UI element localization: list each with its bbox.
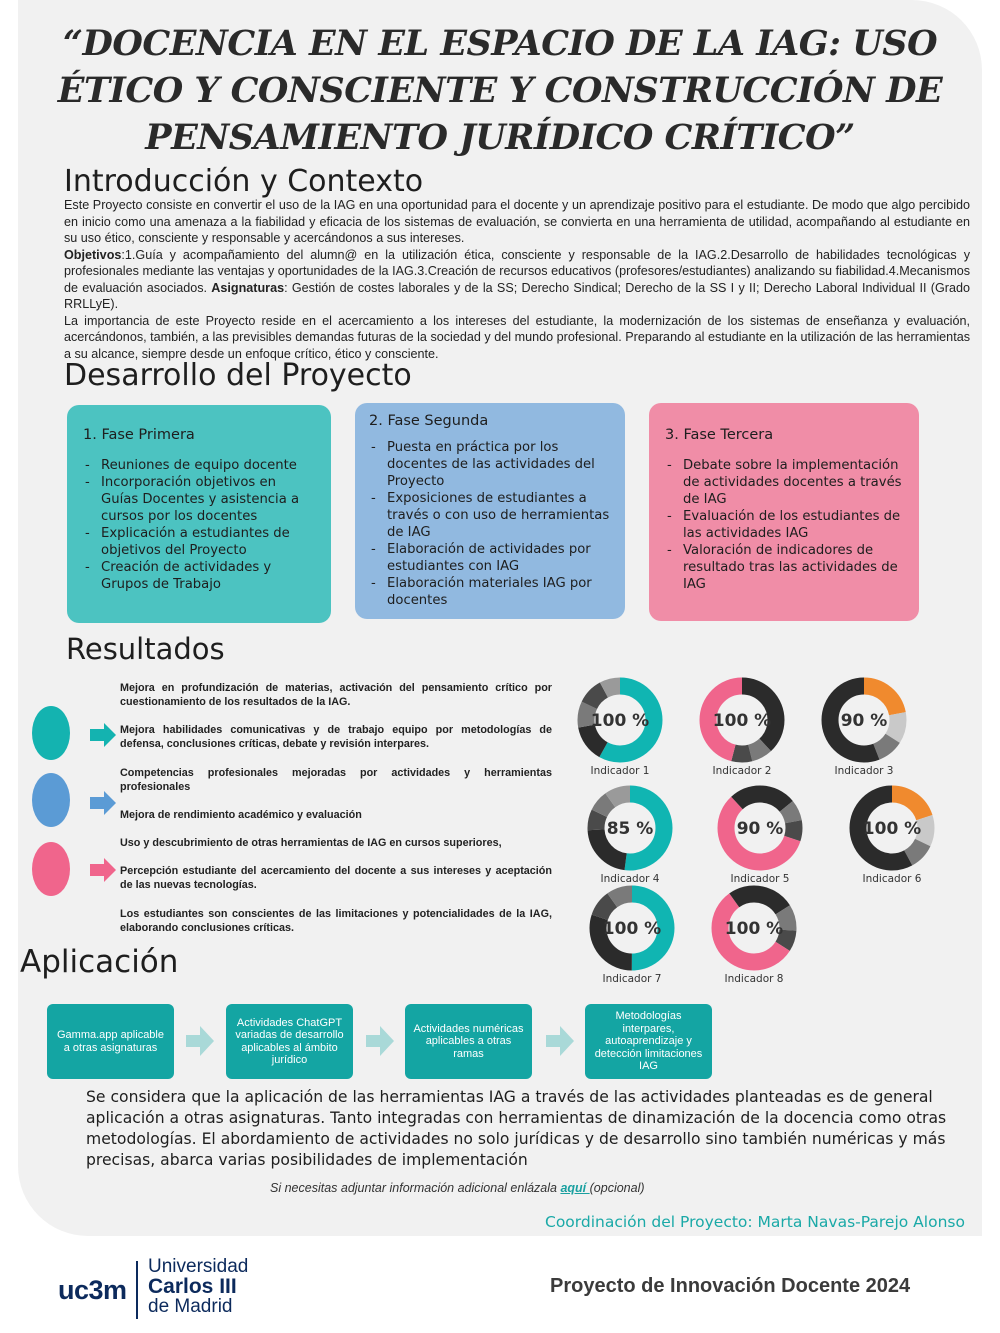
additional-info-link[interactable]: aquí <box>560 1181 590 1195</box>
result-item: Mejora en profundización de materias, activación del pensamiento crítico por cuestionamiento de los resultados de la IAG. <box>120 682 552 708</box>
teal-arrow-icon <box>90 723 116 747</box>
flow-step-3: Actividades numéricas aplicables a otras ramas <box>405 1004 532 1079</box>
flow-step-1: Gamma.app aplicable a otras asignaturas <box>47 1004 174 1079</box>
indicator-value: 90 % <box>840 711 888 731</box>
phase-2-title: 2. Fase Segunda <box>369 413 489 429</box>
indicator-value: 100 % <box>602 919 662 939</box>
list-item: - Debate sobre la implementación de actividades docentes a través de IAG <box>665 457 903 508</box>
indicator-value: 100 % <box>712 711 772 731</box>
list-item: - Valoración de indicadores de resultado tras las actividades de IAG <box>665 542 903 593</box>
list-item: - Elaboración de actividades por estudiantes con IAG <box>369 541 611 575</box>
aplicacion-text: Se considera que la aplicación de las herramientas IAG a través de las actividades planteadas es de general aplicación a otras asignaturas. Tanto integradas con herramientas de dinamización de la docencia como otras metodologías. El abordamiento de actividades no solo jurídicas y de desarrollo sino también numéricas y más precisas, abarca varias posibilidades de implementación <box>86 1088 947 1169</box>
result-item: Percepción estudiante del acercamiento del docente a sus intereses y aceptación de las nuevas tecnologías. <box>120 865 552 891</box>
result-item: Mejora de rendimiento académico y evaluación <box>120 809 362 821</box>
intro-body <box>64 197 970 362</box>
logo-line-1: Universidad <box>148 1256 249 1277</box>
teal-dot <box>32 706 70 760</box>
logo-separator <box>136 1261 138 1319</box>
intro-paragraph-2 <box>64 247 970 313</box>
list-item: - Puesta en práctica por los docentes de las actividades del Proyecto <box>369 439 611 490</box>
result-item: Los estudiantes son conscientes de las limitaciones y potencialidades de la IAG, elaborando conclusiones críticas. <box>120 908 552 934</box>
asignaturas-label: Asignaturas <box>211 280 285 295</box>
poster-title: “DOCENCIA EN EL ESPACIO DE LA IAG: USO ÉTICO Y CONSCIENTE Y CONSTRUCCIÓN DE PENSAMIENTO JURÍDICO CRÍTICO” <box>57 23 943 158</box>
list-item: - Reuniones de equipo docente <box>83 457 315 474</box>
list-item: - Evaluación de los estudiantes de las actividades IAG <box>665 508 903 542</box>
indicator-label: Indicador 1 <box>590 764 650 777</box>
additional-info-note <box>270 1181 645 1195</box>
result-item: Mejora habilidades comunicativas y de trabajo equipo por metodologías de defensa, conclusiones críticas, debate y revisión interpares. <box>120 724 552 750</box>
intro-paragraph-3: La importancia de este Proyecto reside en el acercamiento a los intereses del estudiante, la modernización de los sistemas de enseñanza y evaluación, acercándonos, también, a las previsibles demandas futuras de la sociedad y del mundo profesional. Preparando al estudiante en la utilización de las herramientas a su alcance, siempre desde un enfoque crítico, ético y consciente. <box>64 313 970 361</box>
indicator-label: Indicador 7 <box>602 972 662 985</box>
phase-2-card <box>355 403 625 619</box>
flow-arrow-icon <box>366 1026 394 1056</box>
objetivos-label: Objetivos <box>64 247 122 262</box>
indicator-value: 85 % <box>606 819 654 839</box>
footer-project-label: Proyecto de Innovación Docente 2024 <box>550 1275 911 1297</box>
indicator-value: 100 % <box>862 819 922 839</box>
flow-step-4: Metodologías interpares, autoaprendizaje y detección limitaciones IAG <box>585 1004 712 1079</box>
phase-3-card <box>649 403 919 621</box>
phase-3-title: 3. Fase Tercera <box>665 427 774 443</box>
flow-arrow-icon <box>546 1026 574 1056</box>
logo-short: uc3m <box>58 1275 127 1305</box>
logo-line-2: Carlos III <box>148 1275 237 1298</box>
phase-1-title: 1. Fase Primera <box>83 427 195 443</box>
indicator-1-donut <box>572 672 668 768</box>
blue-dot <box>32 773 70 827</box>
indicator-5-donut <box>712 780 808 876</box>
result-item: Competencias profesionales mejoradas por actividades y herramientas profesionales <box>120 767 552 793</box>
indicator-label: Indicador 4 <box>600 872 660 885</box>
logo-line-3: de Madrid <box>148 1296 233 1317</box>
indicator-label: Indicador 3 <box>834 764 894 777</box>
phase-1-list <box>83 457 315 593</box>
indicator-label: Indicador 5 <box>730 872 790 885</box>
indicator-value: 90 % <box>736 819 784 839</box>
asignaturas-text: : Gestión de costes laborales y de la SS; Derecho Sindical; Derecho de la SS I y II; Derecho Laboral Individual II (Grado RRLLyE). <box>64 280 970 311</box>
intro-heading: Introducción y Contexto <box>64 164 424 199</box>
indicator-value: 100 % <box>590 711 650 731</box>
coordination-text: Coordinación del Proyecto: Marta Navas-Parejo Alonso <box>545 1213 965 1231</box>
indicator-4-donut <box>582 780 678 876</box>
objetivos-text: :1.Guía y acompañamiento del alumn@ en la utilización ética, consciente y responsable de la IAG.2.Desarrollo de habilidades tecnológicas y profesionales mediante las ventajas y oportunidades de la IAG.3.Creación de recursos educativos (profesores/estudiantes) analizando su fiabilidad.4.Mecanismos de evaluación asociados. <box>64 247 970 295</box>
resultados-heading: Resultados <box>66 632 225 666</box>
indicator-2-donut <box>694 672 790 768</box>
blue-arrow-icon <box>90 791 116 815</box>
phase-3-list <box>665 457 903 593</box>
list-item: - Creación de actividades y Grupos de Trabajo <box>83 559 315 593</box>
indicator-label: Indicador 8 <box>724 972 784 985</box>
indicator-label: Indicador 2 <box>712 764 772 777</box>
pink-arrow-icon <box>90 858 116 882</box>
intro-paragraph-1: Este Proyecto consiste en convertir el uso de la IAG en una oportunidad para el docente y un aprendizaje positivo para el estudiante. De modo que algo percibido en inicio como una amenaza a la fiabilidad y eficacia de los sistemas de evaluación, se convierta en una herramienta de utilidad, acompañando al estudiante en su uso ético, consciente y responsable y acercándonos a sus intereses. <box>64 198 970 245</box>
note-suffix: (opcional) <box>589 1181 645 1195</box>
aplicacion-heading: Aplicación <box>20 944 179 980</box>
indicator-7-donut <box>584 880 680 976</box>
indicator-value: 100 % <box>724 919 784 939</box>
phase-2-list <box>369 439 611 609</box>
pink-dot <box>32 842 70 896</box>
logo-university <box>148 1257 248 1317</box>
phase-1-card <box>67 405 331 623</box>
desarrollo-heading: Desarrollo del Proyecto <box>64 358 412 393</box>
indicator-3-donut <box>816 672 912 768</box>
indicator-6-donut <box>844 780 940 876</box>
flow-step-2: Actividades ChatGPT variadas de desarrollo aplicables al ámbito jurídico <box>226 1004 353 1079</box>
list-item: - Elaboración materiales IAG por docentes <box>369 575 611 609</box>
flow-arrow-icon <box>186 1026 214 1056</box>
uc3m-logo <box>58 1257 268 1323</box>
indicator-label: Indicador 6 <box>862 872 922 885</box>
list-item: - Exposiciones de estudiantes a través o con uso de herramientas de IAG <box>369 490 611 541</box>
result-item: Uso y descubrimiento de otras herramientas de IAG en cursos superiores, <box>120 837 502 849</box>
list-item: - Incorporación objetivos en Guías Docentes y asistencia a cursos por los docentes <box>83 474 315 525</box>
list-item: - Explicación a estudiantes de objetivos del Proyecto <box>83 525 315 559</box>
note-prefix: Si necesitas adjuntar información adicional enlázala <box>270 1181 561 1195</box>
indicator-8-donut <box>706 880 802 976</box>
